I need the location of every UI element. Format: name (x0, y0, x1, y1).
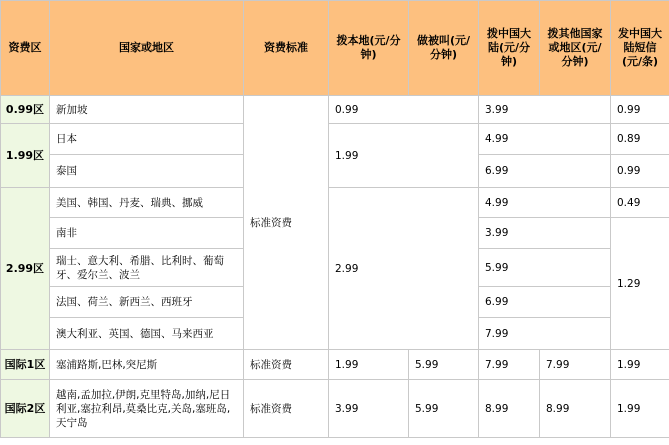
country-cell: 日本 (50, 124, 244, 155)
mainland-cell: 6.99 (479, 155, 611, 188)
sms-cell: 0.99 (611, 96, 669, 124)
mainland-cell: 6.99 (479, 287, 611, 318)
sms-cell: 1.99 (611, 350, 669, 380)
sms-cell: 1.29 (611, 218, 669, 350)
zone-cell: 国际1区 (1, 350, 50, 380)
country-cell: 瑞士、意大利、希腊、比利时、葡萄牙、爱尔兰、波兰 (50, 249, 244, 287)
mainland-cell: 7.99 (479, 350, 540, 380)
sms-cell: 0.49 (611, 188, 669, 218)
country-cell: 澳大利亚、英国、德国、马来西亚 (50, 318, 244, 350)
header-mainland: 拨中国大陆(元/分钟) (479, 1, 540, 96)
standard-cell: 标准资费 (244, 350, 329, 380)
mainland-cell: 8.99 (479, 380, 540, 438)
table-row (1, 188, 669, 218)
country-cell: 塞浦路斯,巴林,突尼斯 (50, 350, 244, 380)
zone-cell: 国际2区 (1, 380, 50, 438)
mainland-cell: 5.99 (479, 249, 611, 287)
country-cell: 越南,孟加拉,伊朗,克里特岛,加纳,尼日利亚,塞拉利昂,莫桑比克,关岛,塞班岛,天宁岛 (50, 380, 244, 438)
zone-cell: 0.99区 (1, 96, 50, 124)
local-cell: 2.99 (329, 188, 479, 350)
table-row (1, 380, 669, 438)
standard-cell: 标准资费 (244, 380, 329, 438)
header-row (1, 1, 669, 96)
table-row (1, 350, 669, 380)
zone-cell: 2.99区 (1, 188, 50, 350)
mainland-cell: 7.99 (479, 318, 611, 350)
other-cell: 7.99 (540, 350, 611, 380)
header-local: 拨本地(元/分钟) (329, 1, 409, 96)
header-zone: 资费区 (1, 1, 50, 96)
standard-cell: 标准资费 (244, 96, 329, 350)
mainland-cell: 3.99 (479, 218, 611, 249)
mainland-cell: 3.99 (479, 96, 611, 124)
mainland-cell: 4.99 (479, 124, 611, 155)
country-cell: 南非 (50, 218, 244, 249)
header-standard: 资费标准 (244, 1, 329, 96)
local-cell: 3.99 (329, 380, 409, 438)
header-called: 做被叫(元/分钟) (409, 1, 479, 96)
other-cell: 8.99 (540, 380, 611, 438)
header-other: 拨其他国家或地区(元/分钟) (540, 1, 611, 96)
sms-cell: 0.99 (611, 155, 669, 188)
header-country: 国家或地区 (50, 1, 244, 96)
mainland-cell: 4.99 (479, 188, 611, 218)
local-cell: 0.99 (329, 96, 479, 124)
country-cell: 泰国 (50, 155, 244, 188)
country-cell: 新加坡 (50, 96, 244, 124)
table-row (1, 124, 669, 155)
called-cell: 5.99 (409, 350, 479, 380)
sms-cell: 0.89 (611, 124, 669, 155)
sms-cell: 1.99 (611, 380, 669, 438)
local-cell: 1.99 (329, 124, 479, 188)
zone-cell: 1.99区 (1, 124, 50, 188)
country-cell: 美国、韩国、丹麦、瑞典、挪威 (50, 188, 244, 218)
country-cell: 法国、荷兰、新西兰、西班牙 (50, 287, 244, 318)
local-cell: 1.99 (329, 350, 409, 380)
header-sms: 发中国大陆短信(元/条) (611, 1, 669, 96)
called-cell: 5.99 (409, 380, 479, 438)
table-row (1, 96, 669, 124)
